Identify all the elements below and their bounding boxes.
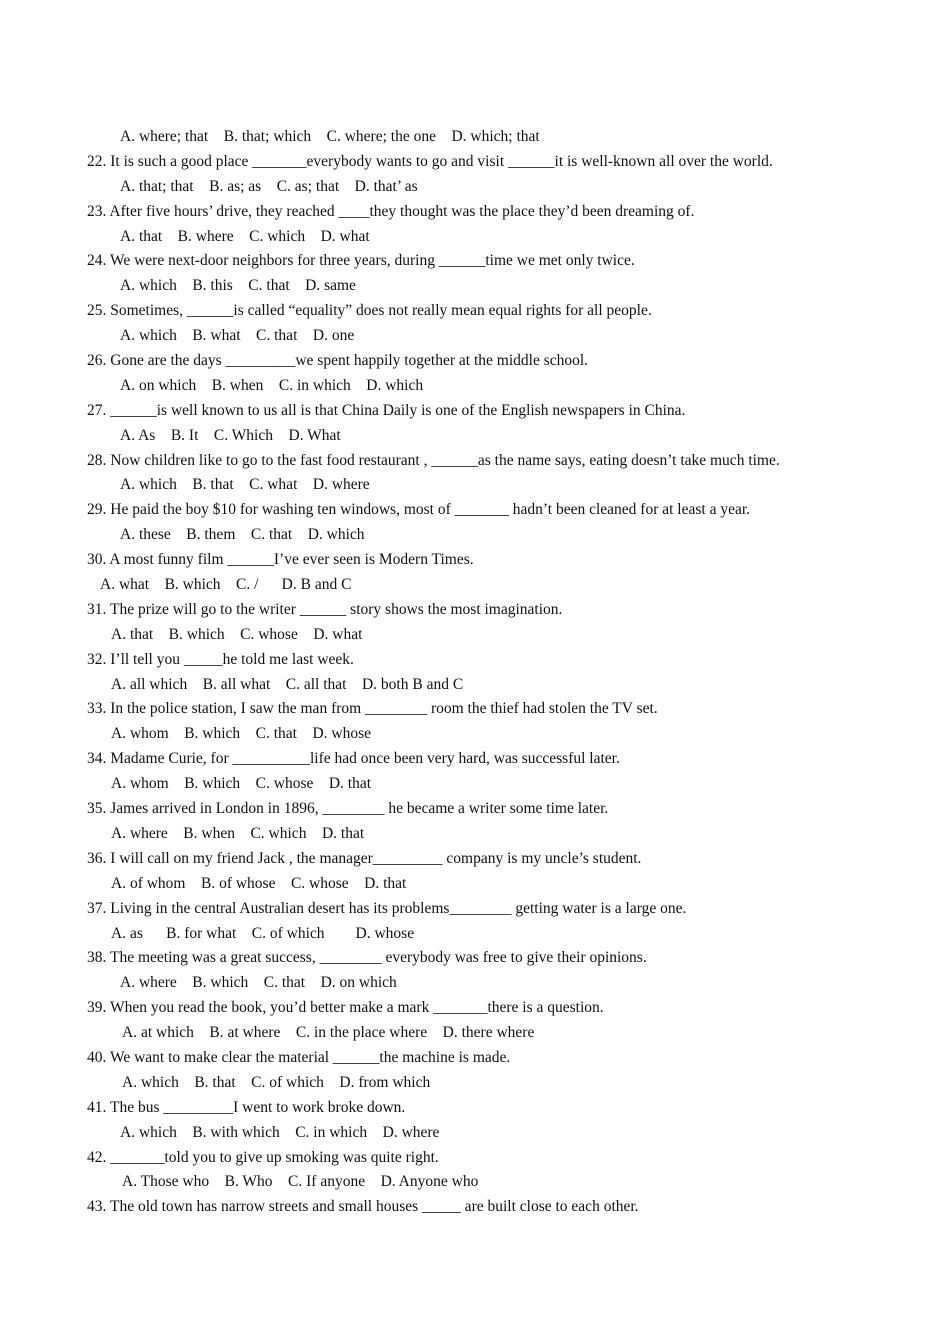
options-line: A. at which B. at where C. in the place where D. there where: [122, 1024, 535, 1042]
question-line: 24. We were next-door neighbors for three years, during ______time we met only twice.: [87, 252, 635, 270]
options-line: A. that B. where C. which D. what: [120, 227, 370, 245]
options-line: A. on which B. when C. in which D. which: [120, 376, 424, 394]
options-line: A. which B. what C. that D. one: [120, 327, 355, 345]
options-line: A. where B. when C. which D. that: [111, 824, 365, 842]
question-line: 43. The old town has narrow streets and small houses _____ are built close to each other.: [87, 1198, 639, 1216]
question-line: 36. I will call on my friend Jack , the manager_________ company is my uncle’s student.: [87, 849, 642, 867]
question-line: 31. The prize will go to the writer ______ story shows the most imagination.: [87, 600, 563, 618]
options-line: A. Those who B. Who C. If anyone D. Anyone who: [122, 1173, 479, 1191]
options-line: A. As B. It C. Which D. What: [120, 426, 341, 444]
question-line: 42. _______told you to give up smoking was quite right.: [87, 1148, 439, 1166]
question-line: 33. In the police station, I saw the man from ________ room the thief had stolen the TV set.: [87, 700, 658, 718]
options-line: A. where; that B. that; which C. where; the one D. which; that: [120, 128, 540, 145]
options-line: A. of whom B. of whose C. whose D. that: [111, 874, 407, 892]
question-line: 37. Living in the central Australian desert has its problems________ getting water is a large one.: [87, 899, 687, 917]
options-line: A. that B. which C. whose D. what: [111, 625, 363, 643]
options-line: A. which B. that C. what D. where: [120, 476, 370, 494]
options-line: A. that; that B. as; as C. as; that D. that’ as: [120, 177, 418, 195]
options-line: A. which B. that C. of which D. from which: [122, 1073, 431, 1091]
options-line: A. where B. which C. that D. on which: [120, 974, 397, 992]
question-line: 25. Sometimes, ______is called “equality” does not really mean equal rights for all people.: [87, 302, 652, 320]
question-line: 32. I’ll tell you _____he told me last week.: [87, 650, 354, 668]
options-line: A. these B. them C. that D. which: [120, 526, 365, 544]
options-line: A. whom B. which C. whose D. that: [111, 775, 372, 793]
question-line: 23. After five hours’ drive, they reached ____they thought was the place they’d been dreaming of.: [87, 202, 695, 220]
question-line: 27. ______is well known to us all is that China Daily is one of the English newspapers in China.: [87, 401, 686, 419]
question-line: 38. The meeting was a great success, ________ everybody was free to give their opinions.: [87, 949, 647, 967]
question-line: 26. Gone are the days _________we spent happily together at the middle school.: [87, 352, 589, 370]
options-line: A. what B. which C. / D. B and C: [100, 576, 352, 594]
question-line: 40. We want to make clear the material ______the machine is made.: [87, 1048, 511, 1066]
options-line: A. whom B. which C. that D. whose: [111, 725, 372, 743]
document-page: [0, 125, 950, 1220]
question-line: 29. He paid the boy $10 for washing ten windows, most of _______ hadn’t been cleaned for at least a year.: [87, 501, 751, 519]
question-line: 41. The bus _________I went to work broke down.: [87, 1098, 406, 1116]
question-line: 28. Now children like to go to the fast food restaurant , ______as the name says, eating doesn’t take much time.: [87, 451, 780, 469]
options-line: A. which B. with which C. in which D. where: [120, 1123, 440, 1141]
question-line: 35. James arrived in London in 1896, ________ he became a writer some time later.: [87, 800, 609, 818]
options-line: A. as B. for what C. of which D. whose: [111, 924, 415, 942]
question-line: 30. A most funny film ______I’ve ever seen is Modern Times.: [87, 551, 474, 569]
options-line: A. which B. this C. that D. same: [120, 277, 356, 295]
question-line: 39. When you read the book, you’d better make a mark _______there is a question.: [87, 999, 604, 1017]
question-line: 22. It is such a good place _______everybody wants to go and visit ______it is well-known all over the world.: [87, 152, 773, 170]
options-line: A. all which B. all what C. all that D. both B and C: [111, 675, 464, 693]
question-line: 34. Madame Curie, for __________life had once been very hard, was successful later.: [87, 750, 620, 768]
